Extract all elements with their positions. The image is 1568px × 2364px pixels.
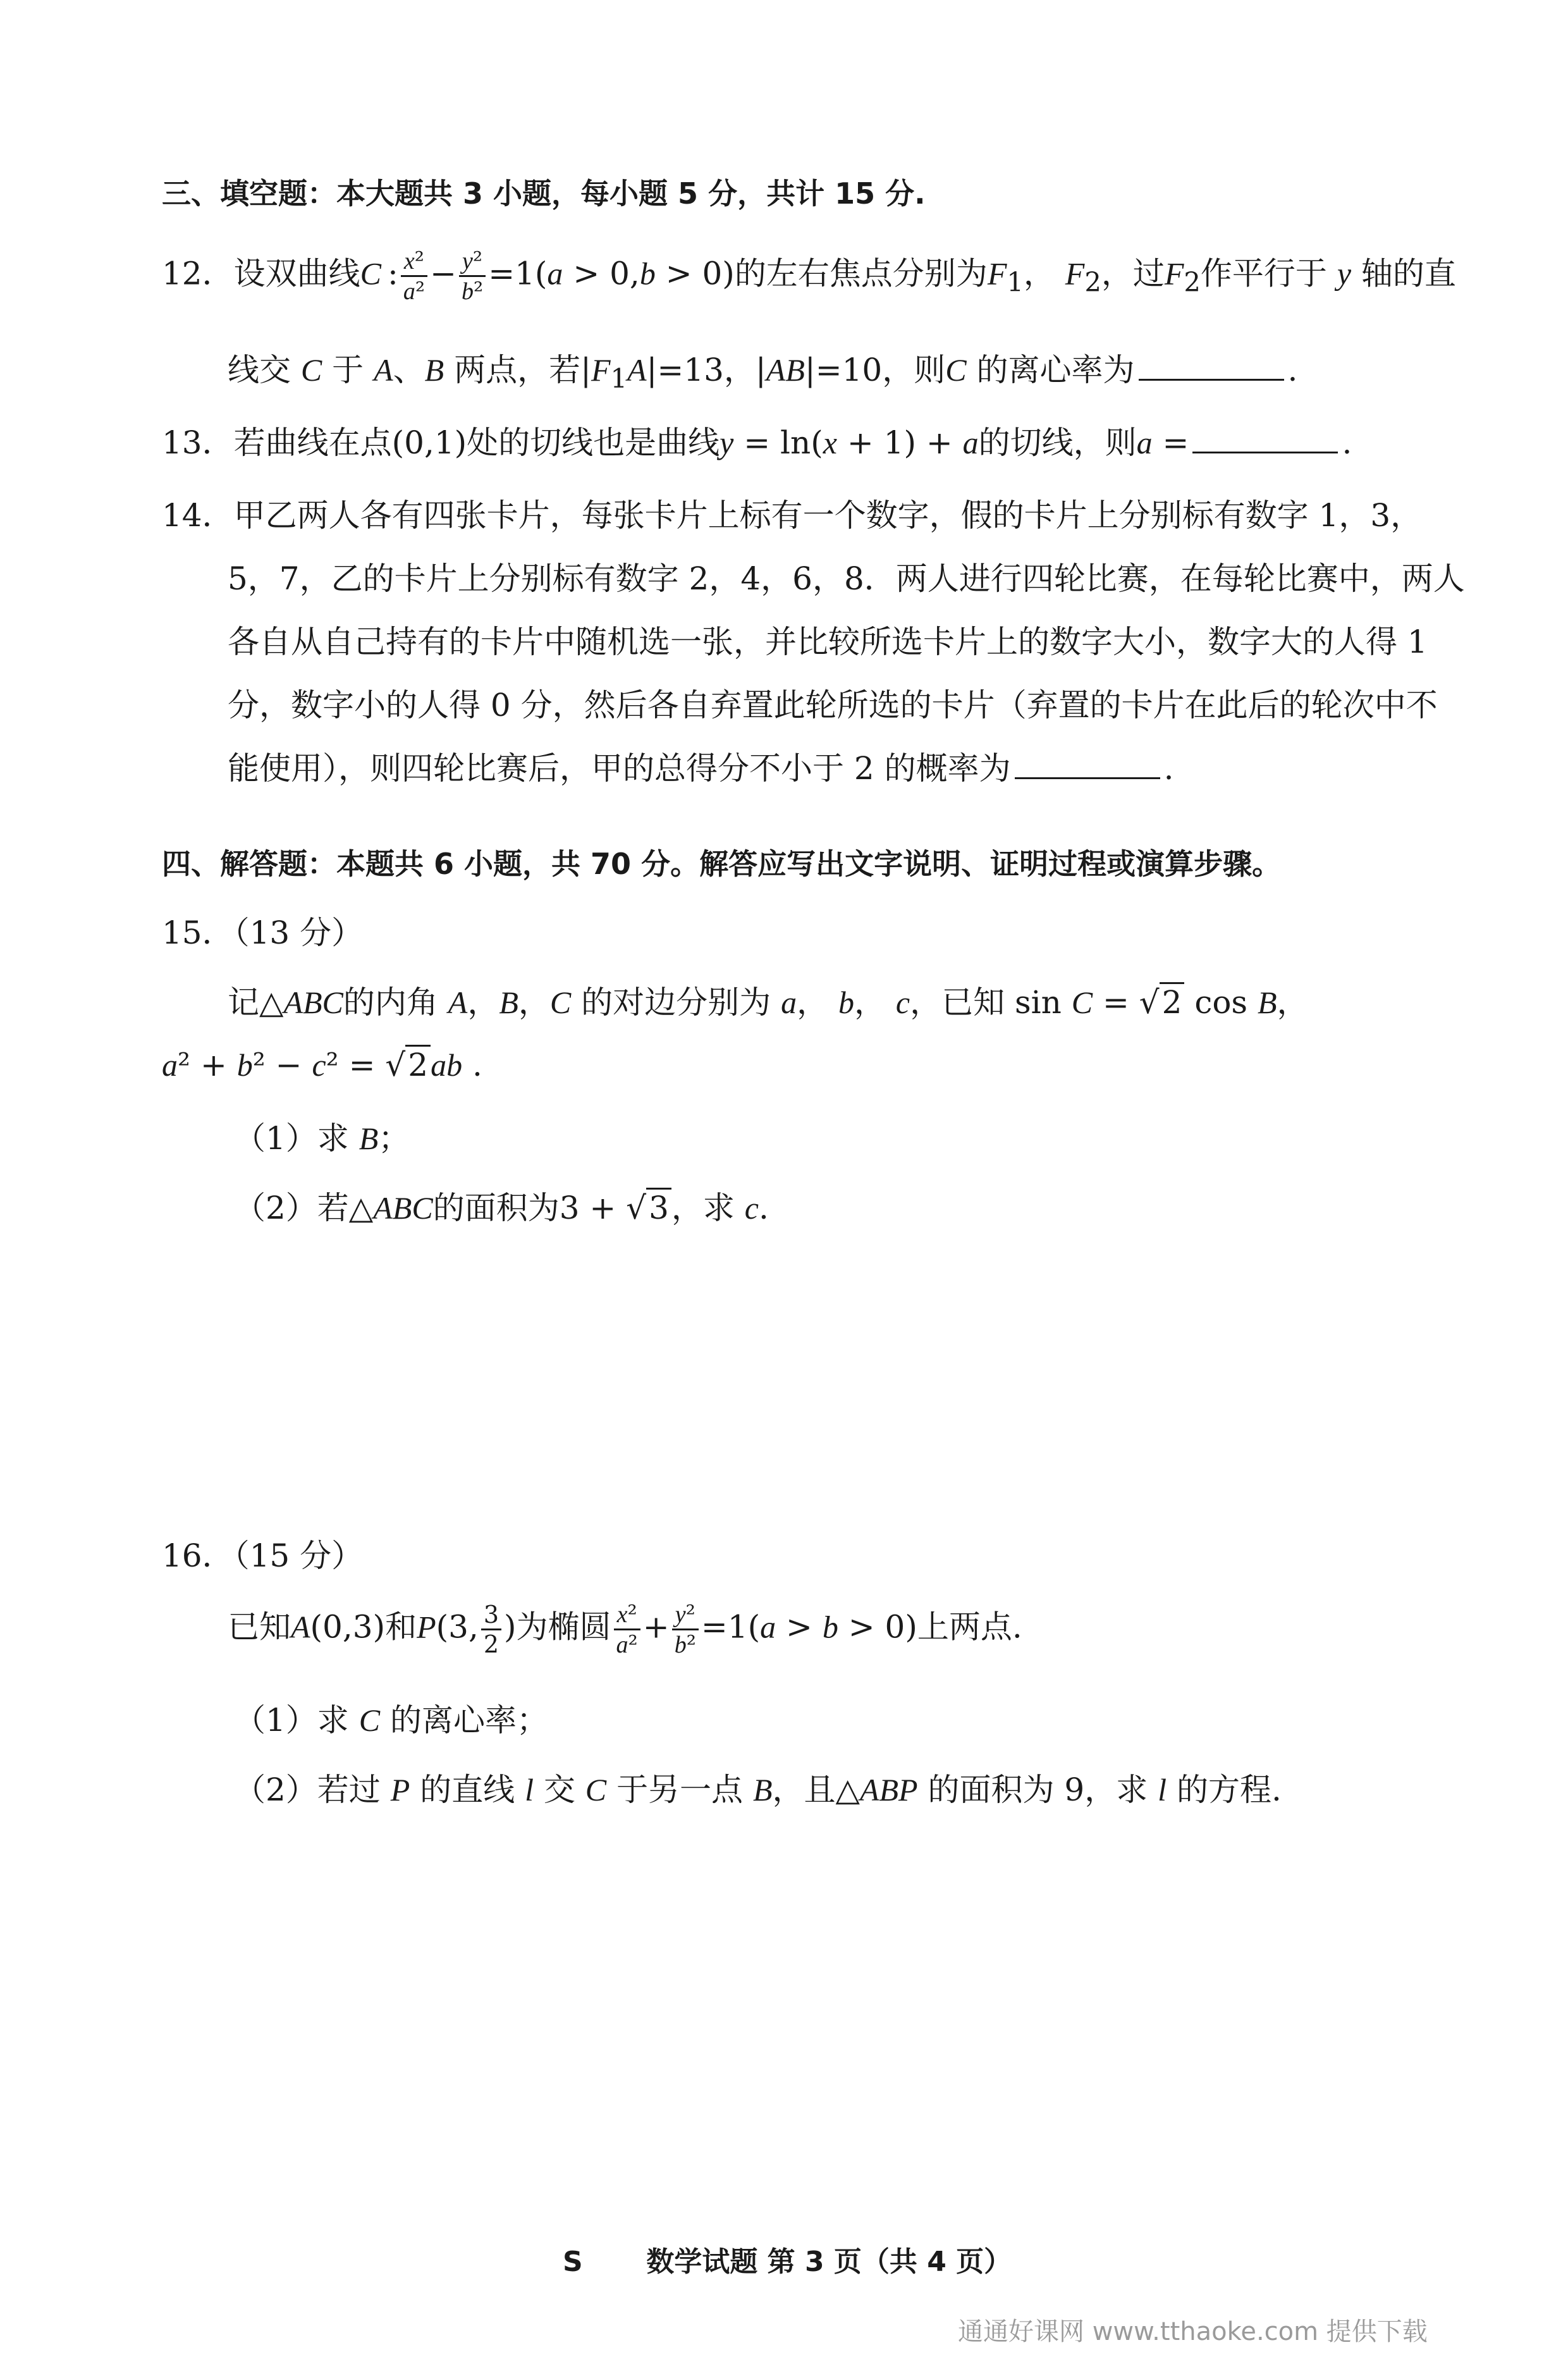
q15-line-2: a² + b² − c² = √2ab . (162, 1047, 482, 1083)
q15-heading: 15．（13 分） (162, 914, 364, 951)
q12-line-1: 12．设双曲线C : $\frac{\text{x²}}{\text{a²}}$ − $\frac{\text{y²}}{\text{b²}}$ =1(a > 0,b > 0)的左右焦点分别为$F_1$， $F_2$，过$F_2$作平行于 y 轴的直 (162, 247, 1456, 305)
q16-part-2: （2）若过 P 的直线 l 交 C 于另一点 B，且△ABP 的面积为 9，求 l 的方程. (234, 1771, 1282, 1808)
q15-part-1: （1）求 B； (234, 1120, 410, 1157)
answer-blank-q14[interactable] (1015, 752, 1160, 779)
section-3-heading: 三、填空题：本大题共 3 小题，每小题 5 分，共计 15 分. (162, 176, 926, 211)
watermark-text: 通通好课网 www.tthaoke.com 提供下载 (958, 2317, 1428, 2346)
q16-part-1: （1）求 C 的离心率； (234, 1702, 548, 1739)
fraction-y2-b2: $\frac{\text{y²}}{\text{b²}}$ (459, 247, 486, 305)
q13-number: 13． (162, 424, 234, 461)
fraction-3-2: $\frac{3}{2}$ (481, 1601, 501, 1658)
page-footer (563, 2239, 1012, 2279)
fraction-x2-a2-ellipse: $\frac{\text{x²}}{\text{a²}}$ (614, 1600, 640, 1659)
q14-number: 14． (162, 497, 234, 534)
q15-part-2: （2）若△ABC的面积为3 + √3，求 c. (234, 1183, 769, 1228)
q14-line-2: 5，7，乙的卡片上分别标有数字 2，4，6，8．两人进行四轮比赛，在每轮比赛中，两人 (228, 560, 1465, 597)
q14-line-5: 能使用），则四轮比赛后，甲的总得分不小于 2 的概率为 . (228, 750, 1174, 787)
footer-code: S (563, 2246, 583, 2278)
fraction-x2-a2: $\frac{\text{x²}}{\text{a²}}$ (401, 247, 427, 305)
q15-line-1: 记△ABC的内角 A，B，C 的对边分别为 a， b， c，已知 sin C = √2 cos B， (228, 977, 1309, 1023)
answer-blank-q13[interactable] (1192, 426, 1338, 453)
fraction-y2-b2-ellipse: $\frac{\text{y²}}{\text{b²}}$ (672, 1600, 699, 1659)
section-4-heading: 四、解答题：本题共 6 小题，共 70 分。解答应写出文字说明、证明过程或演算步骤。 (162, 847, 1282, 881)
answer-blank-q12[interactable] (1139, 354, 1284, 381)
footer-page-info: 数学试题 第 3 页（共 4 页） (646, 2246, 1012, 2278)
q12-line-2: 线交 C 于 A、B 两点，若$|F_1A|=13$，|AB|=10，则C 的离心率为 . (228, 352, 1298, 394)
q13-line: 13．若曲线在点(0,1)处的切线也是曲线y = ln(x + 1) + a的切线，则a = . (162, 424, 1352, 461)
q12-number: 12． (162, 255, 234, 292)
q16-line-1: 已知A(0,3)和P(3, $\frac{3}{2}$ )为椭圆 $\frac{\text{x²}}{\text{a²}}$ + $\frac{\text{y²}}{\text{b²}}$ =1(a > b > 0)上两点. (228, 1600, 1022, 1658)
q14-line-3: 各自从自己持有的卡片中随机选一张，并比较所选卡片上的数字大小，数字大的人得 1 (228, 624, 1428, 660)
q14-line-1: 14．甲乙两人各有四张卡片，每张卡片上标有一个数字，假的卡片上分别标有数字 1，3， (162, 497, 1423, 534)
q16-heading: 16．（15 分） (162, 1537, 364, 1574)
q14-line-4: 分，数字小的人得 0 分，然后各自弃置此轮所选的卡片（弃置的卡片在此后的轮次中不 (228, 687, 1438, 723)
